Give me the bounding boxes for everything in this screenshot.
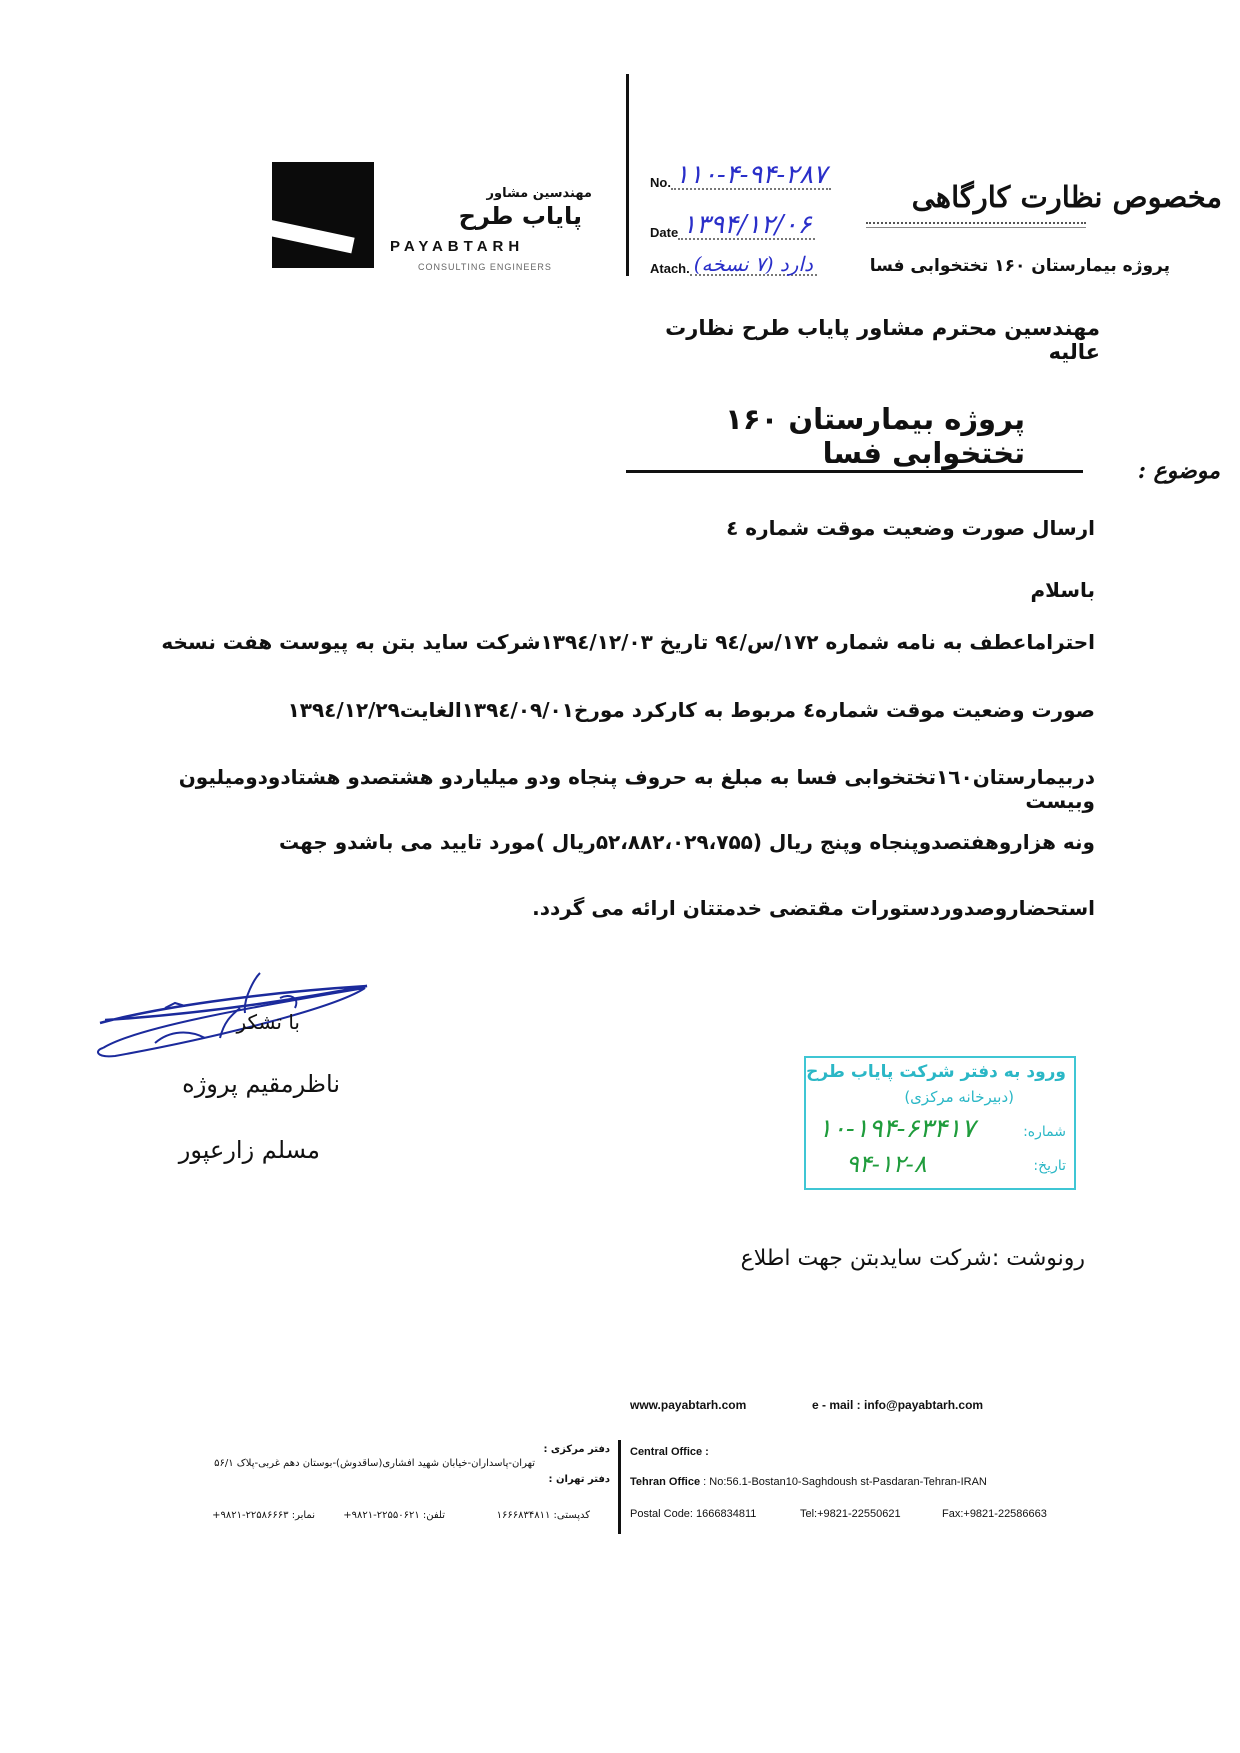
stamp-subtitle: (دبیرخانه مرکزی): [904, 1088, 1014, 1106]
footer-website[interactable]: www.payabtarh.com: [630, 1398, 747, 1412]
header-project-name: پروژه بیمارستان ۱۶۰ تختخوابی فسا: [869, 256, 1170, 276]
subject-text: ارسال صورت وضعیت موقت شماره ٤: [726, 516, 1095, 540]
logo-stripe: [272, 219, 355, 254]
title-underline: [866, 222, 1086, 224]
letter-number-value: ۱۱۰-۴-۹۴-۲۸۷: [671, 162, 831, 190]
receipt-stamp: [804, 1056, 1076, 1190]
footer-tehran-address-fa: تهران-پاسداران-خیابان شهید افشاری(ساقدوش)-بوستان دهم غربی-پلاک ۵۶/۱: [214, 1458, 535, 1469]
footer-postal-code-fa: کدپستی: ۱۶۶۶۸۳۴۸۱۱: [496, 1510, 590, 1521]
logo-name-fa: پایاب طرح: [458, 202, 582, 230]
body-line: احتراماعطف به نامه شماره ۱۷۲/س/۹٤ تاریخ ۱۳۹٤/۱۲/۰۳شرکت ساید بتن به پیوست هفت نسخه: [161, 630, 1095, 654]
letter-number-label: No.: [650, 175, 671, 190]
stamp-number-value: ۱۰-۱۹۴-۶۳۴۱۷: [818, 1114, 976, 1144]
footer-tehran-office-fa: دفتر تهران :: [548, 1474, 610, 1485]
carbon-copy: رونوشت :شرکت سایدبتن جهت اطلاع: [740, 1246, 1085, 1271]
stamp-number-label: شماره:: [1023, 1124, 1066, 1140]
letter-date-label: Date: [650, 225, 679, 240]
footer-tehran-office-address: : No:56.1-Bostan10-Saghdoush st-Pasdaran-Tehran-IRAN: [700, 1476, 987, 1488]
header-divider: [626, 74, 629, 276]
title-underline-2: [866, 227, 1086, 228]
logo-name-en: PAYABTARH: [390, 238, 525, 255]
letter-attach-row: [650, 254, 817, 276]
footer-divider: [618, 1440, 621, 1534]
footer-tel: Tel:+9821-22550621: [800, 1508, 901, 1520]
footer-fax: Fax:+9821-22586663: [942, 1508, 1047, 1520]
letter-date-row: [650, 212, 815, 240]
closing-thanks: با تشکر: [236, 1010, 300, 1034]
stamp-title: ورود به دفتر شرکت پایاب طرح: [806, 1062, 1066, 1082]
stamp-date-value: ۹۴-۱۲-۸: [846, 1150, 927, 1178]
logo-subtitle-fa: مهندسین مشاور: [486, 186, 592, 201]
stamp-date-label: تاریخ:: [1033, 1158, 1066, 1174]
project-title: پروژه بیمارستان ۱۶۰ تختخوابی فسا: [725, 402, 1025, 470]
letter-number-row: [650, 162, 831, 190]
company-logo-mark: [272, 162, 374, 268]
footer-central-office: Central Office :: [630, 1446, 709, 1458]
body-line: دربیمارستان۱٦۰تختخوابی فسا به مبلغ به حروف پنجاه ودو میلیاردو هشتصدو هشتادودومیلیون وبیست: [178, 765, 1095, 813]
letter-attach-label: Atach.: [650, 261, 690, 276]
supervision-title: مخصوص نظارت کارگاهی: [911, 180, 1222, 214]
addressee: مهندسین محترم مشاور پایاب طرح نظارت عالیه: [665, 316, 1100, 364]
signer-role: ناظرمقیم پروژه: [182, 1070, 340, 1098]
letter-attach-value: دارد (۷ نسخه): [690, 254, 817, 276]
subject-rule: [626, 470, 1083, 473]
footer-central-office-fa: دفتر مرکزی :: [543, 1444, 610, 1455]
footer-fax-fa: نمابر: ۲۲۵۸۶۶۶۳-۹۸۲۱+: [212, 1510, 315, 1521]
logo-subtitle-en: CONSULTING ENGINEERS: [418, 262, 552, 272]
greeting: باسلام: [1030, 578, 1095, 602]
body-line: استحضاروصدوردستورات مقتضی خدمتتان ارائه می گردد.: [532, 896, 1095, 920]
signer-name: مسلم زارعپور: [178, 1136, 320, 1164]
body-line: ونه هزاروهفتصدوپنجاه وپنج ریال (۵۲،۸۸۲،۰۲۹،۷۵۵ریال )مورد تایید می باشدو جهت: [278, 830, 1095, 854]
footer-tehran-office-label: Tehran Office: [630, 1476, 701, 1488]
body-line: صورت وضعیت موقت شماره٤ مربوط به کارکرد مورخ۱۳۹٤/۰۹/۰۱الغایت۱۳۹٤/۱۲/۲۹: [287, 698, 1095, 722]
footer-tel-fa: تلفن: ۲۲۵۵۰۶۲۱-۹۸۲۱+: [343, 1510, 445, 1521]
footer-email[interactable]: e - mail : info@payabtarh.com: [812, 1398, 984, 1412]
letter-date-value: ۱۳۹۴/۱۲/۰۶: [678, 212, 815, 240]
footer-postal-code: Postal Code: 1666834811: [630, 1508, 757, 1520]
footer-tehran-office: [630, 1476, 987, 1488]
subject-label: موضوع :: [1137, 458, 1220, 484]
